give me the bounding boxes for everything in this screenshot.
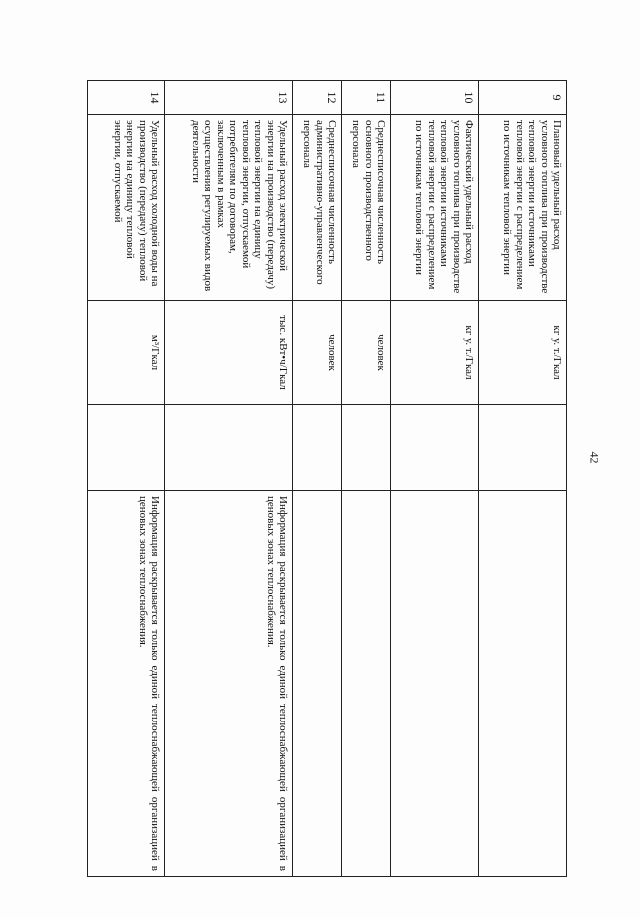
unit-cell: человек <box>293 301 342 405</box>
row-number: 13 <box>165 81 293 115</box>
note-cell <box>293 491 342 877</box>
indicators-table <box>87 80 567 877</box>
row-number: 10 <box>391 81 479 115</box>
indicator-cell: Среднесписочная численность основного производственного персонала <box>342 115 391 301</box>
value-cell <box>391 405 479 491</box>
table-row <box>165 81 293 877</box>
row-number: 11 <box>342 81 391 115</box>
row-number: 9 <box>479 81 567 115</box>
note-cell <box>342 491 391 877</box>
table-row <box>88 81 165 877</box>
indicator-cell: Удельный расход холодной воды на производство (передачу) тепловой энергии на единицу тепловой энергии, отпускаемой <box>88 115 165 301</box>
indicator-cell: Плановый удельный расход условного топлива при производстве тепловой энергии источниками тепловой энергии с распределением по источникам тепловой энергии <box>479 115 567 301</box>
value-cell <box>342 405 391 491</box>
table-row <box>479 81 567 877</box>
value-cell <box>165 405 293 491</box>
unit-cell: тыс. кВт•ч/Гкал <box>165 301 293 405</box>
unit-cell: человек <box>342 301 391 405</box>
indicator-cell: Среднесписочная численность административно-управленческого персонала <box>293 115 342 301</box>
table-row <box>293 81 342 877</box>
unit-cell: кг у. т./Гкал <box>391 301 479 405</box>
table-row <box>391 81 479 877</box>
indicator-cell: Удельный расход электрической энергии на производство (передачу) тепловой энергии на единицу тепловой энергии, отпускаемой потребителям по договорам, заключенным в рамках осуществления регулируемых видов деятельности <box>165 115 293 301</box>
note-cell: Информация раскрывается только единой теплоснабжающей организацией в ценовых зонах теплоснабжения. <box>88 491 165 877</box>
row-number: 14 <box>88 81 165 115</box>
value-cell <box>479 405 567 491</box>
unit-cell: м³/Гкал <box>88 301 165 405</box>
note-cell <box>391 491 479 877</box>
indicator-cell: Фактический удельный расход условного топлива при производстве тепловой энергии источниками тепловой энергии с распределением по источникам тепловой энергии <box>391 115 479 301</box>
note-cell <box>479 491 567 877</box>
table-row <box>342 81 391 877</box>
rotated-table-container <box>88 80 567 876</box>
note-cell: Информация раскрывается только единой теплоснабжающей организацией в ценовых зонах теплоснабжения. <box>165 491 293 877</box>
value-cell <box>293 405 342 491</box>
page-number: 42 <box>587 451 602 464</box>
value-cell <box>88 405 165 491</box>
row-number: 12 <box>293 81 342 115</box>
unit-cell: кг у. т./Гкал <box>479 301 567 405</box>
